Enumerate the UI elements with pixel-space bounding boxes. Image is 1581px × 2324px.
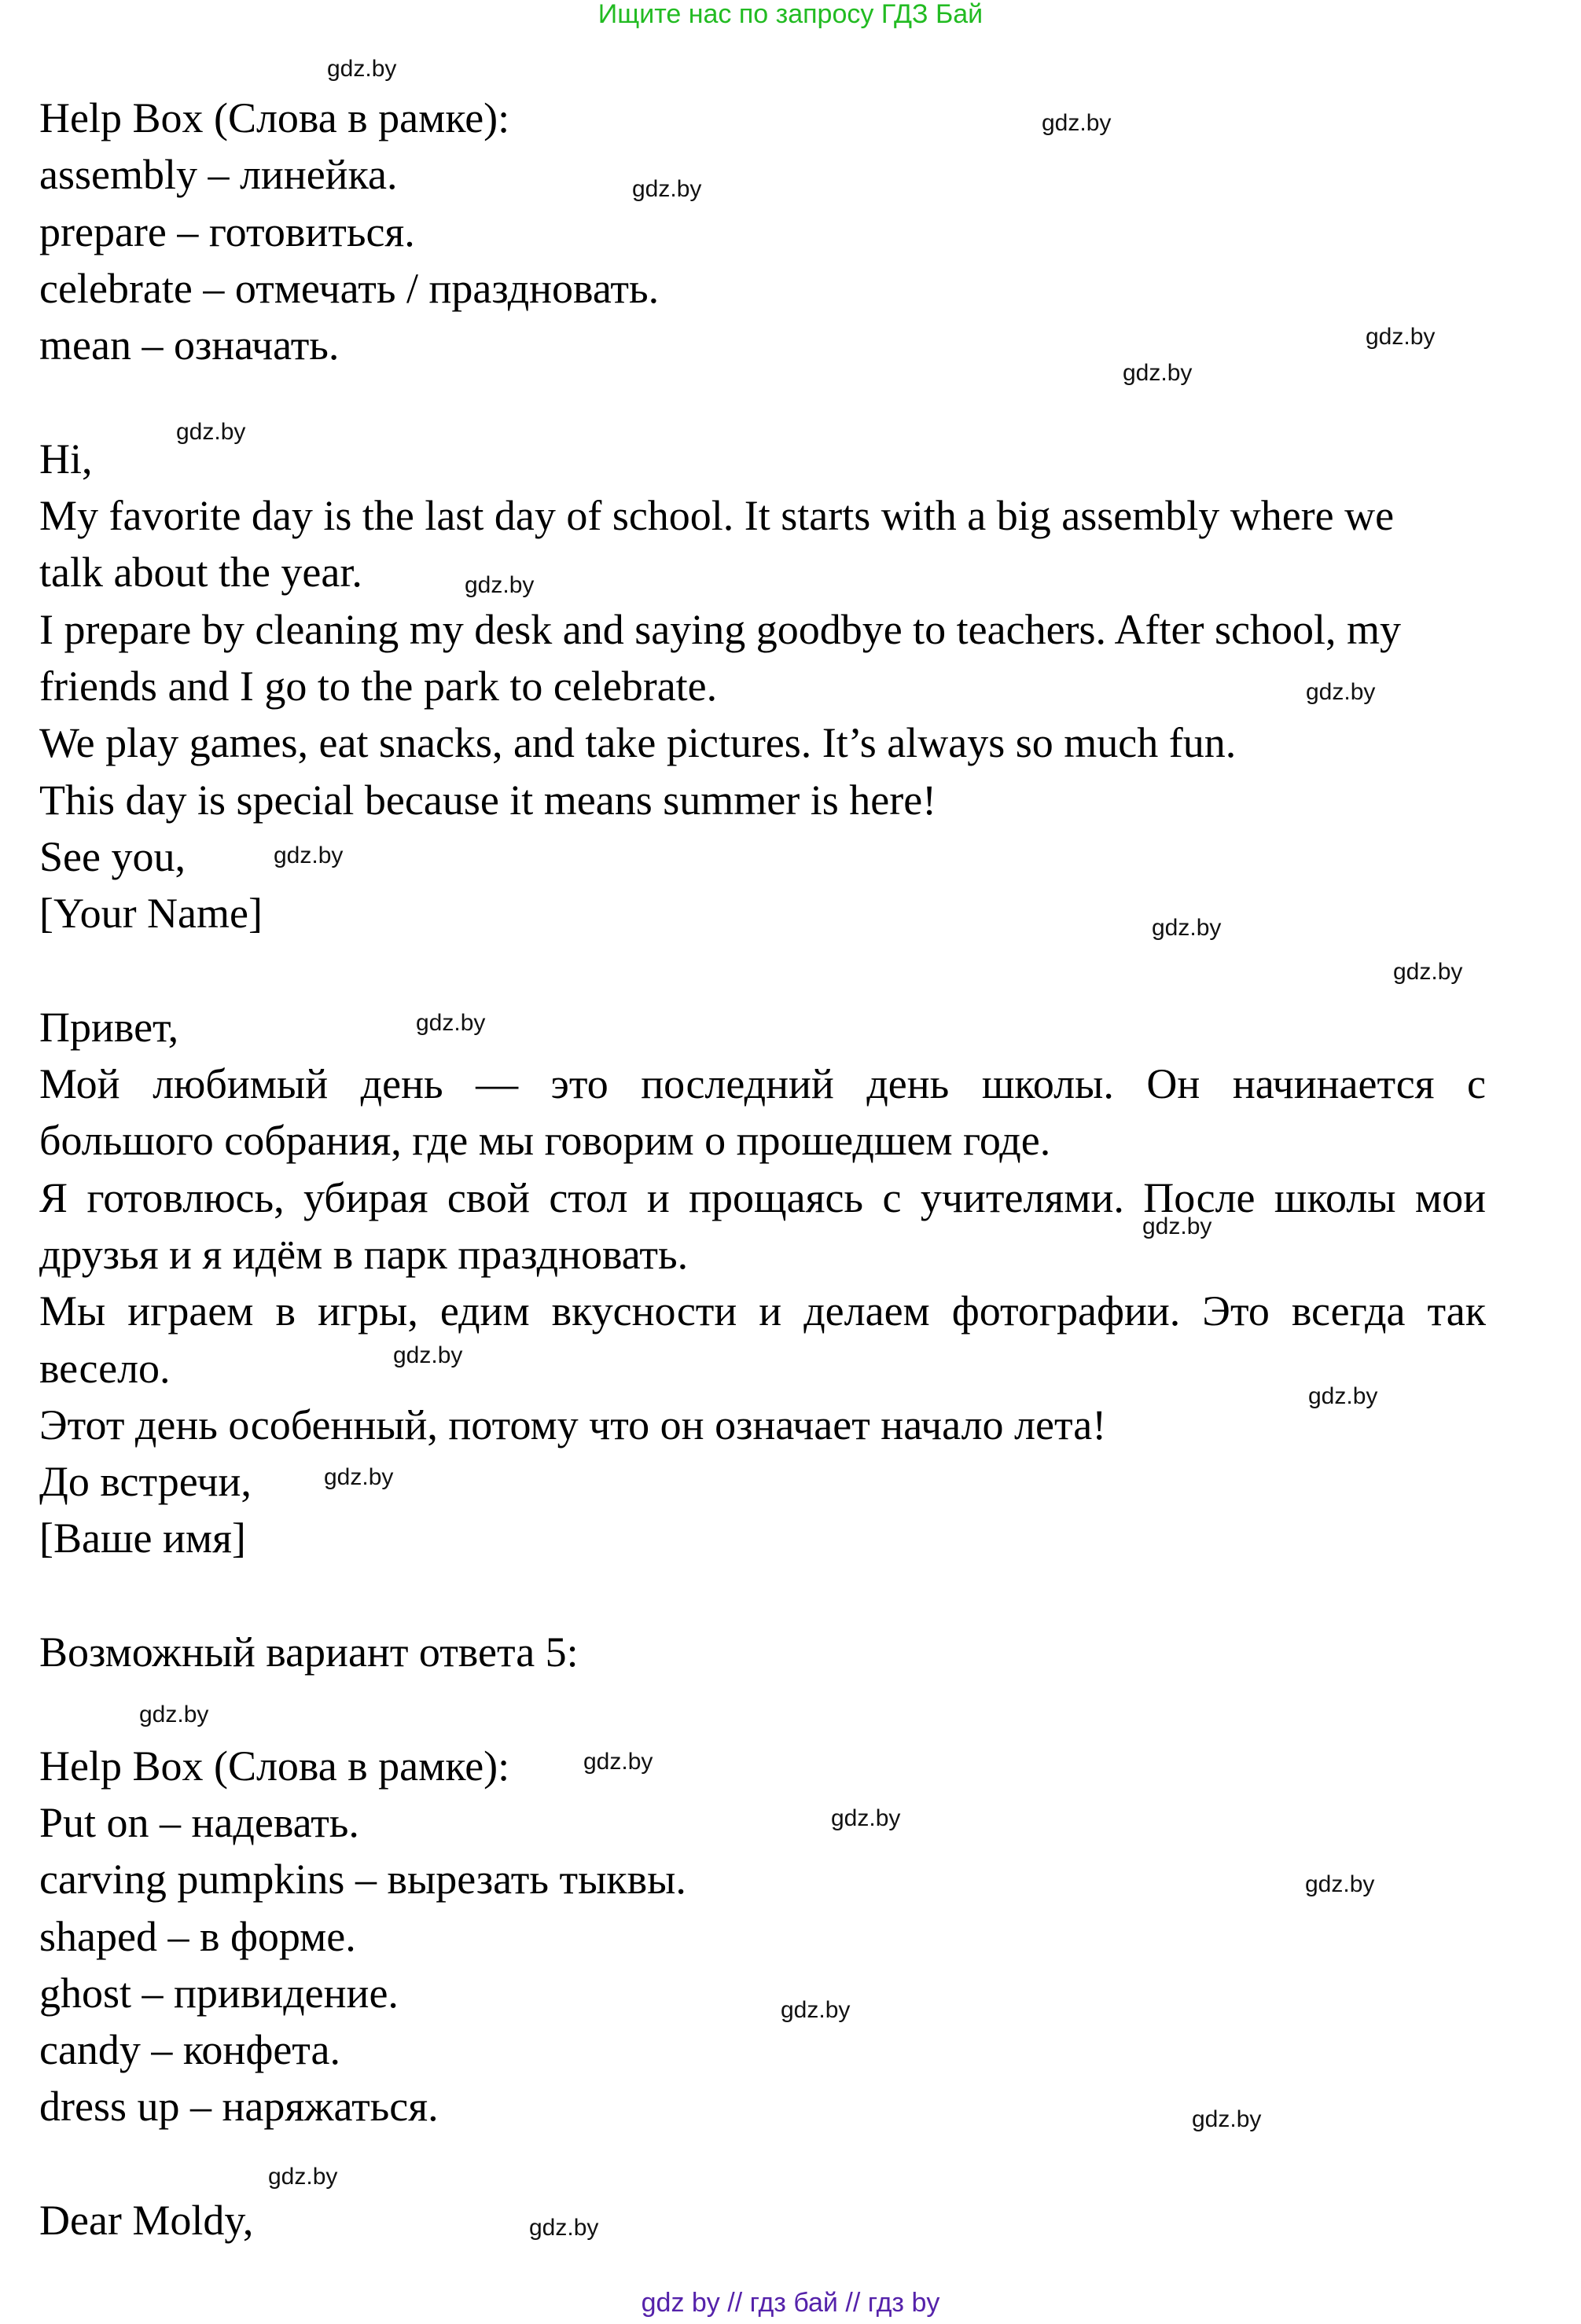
watermark: gdz.by bbox=[583, 1749, 653, 1775]
letter-ru-line: Этот день особенный, потому что он означает начало лета! bbox=[39, 1401, 1107, 1448]
watermark: gdz.by bbox=[465, 572, 535, 598]
watermark: gdz.by bbox=[1306, 679, 1376, 705]
watermark: gdz.by bbox=[268, 2164, 338, 2190]
spacer bbox=[39, 373, 1486, 430]
watermark: gdz.by bbox=[1308, 1383, 1378, 1409]
watermark: gdz.by bbox=[1042, 110, 1112, 136]
watermark: gdz.by bbox=[529, 2215, 599, 2241]
watermark: gdz.by bbox=[1366, 324, 1436, 350]
watermark: gdz.by bbox=[327, 56, 397, 82]
watermark: gdz.by bbox=[393, 1342, 463, 1368]
help-box-2-item: candy – конфета. bbox=[39, 2026, 341, 2074]
letter-ru-line: Мой любимый день — это последний день школы. Он начинается с bbox=[39, 1060, 1486, 1108]
watermark: gdz.by bbox=[1192, 2106, 1262, 2132]
help-box-2-item: ghost – привидение. bbox=[39, 1969, 399, 2017]
letter-ru-line: Я готовлюсь, убирая свой стол и прощаясь с учителями. После школы мои bbox=[39, 1173, 1486, 1221]
answer-heading: Возможный вариант ответа 5: bbox=[39, 1628, 579, 1676]
watermark: gdz.by bbox=[1142, 1213, 1212, 1239]
letter-en-line: My favorite day is the last day of school. It starts with a big assembly where we bbox=[39, 492, 1395, 540]
help-box-1-title: Help Box (Слова в рамке): bbox=[39, 94, 510, 141]
letter-russian bbox=[39, 999, 1486, 1567]
spacer bbox=[39, 942, 1486, 998]
spacer bbox=[39, 1680, 1486, 1737]
letter-en-line: talk about the year. bbox=[39, 549, 362, 597]
spacer bbox=[39, 1567, 1486, 1624]
help-box-2-title: Help Box (Слова в рамке): bbox=[39, 1742, 510, 1790]
top-banner: Ищите нас по запросу ГДЗ Бай bbox=[597, 0, 984, 29]
watermark: gdz.by bbox=[1305, 1871, 1375, 1897]
help-box-1-item: prepare – готовиться. bbox=[39, 207, 415, 255]
letter-ru-line: друзья и я идём в парк праздновать. bbox=[39, 1230, 689, 1278]
watermark: gdz.by bbox=[1123, 360, 1193, 386]
letter-english bbox=[39, 431, 1486, 942]
letter-en-greeting: Hi, bbox=[39, 435, 93, 483]
watermark: gdz.by bbox=[274, 843, 344, 868]
spacer bbox=[39, 2135, 1486, 2192]
help-box-1-item: mean – означать. bbox=[39, 321, 340, 369]
letter-ru-closing: До встречи, bbox=[39, 1458, 252, 1506]
watermark: gdz.by bbox=[632, 176, 702, 202]
help-box-1 bbox=[39, 90, 1486, 373]
letter-en-line: We play games, eat snacks, and take pictures. It’s always so much fun. bbox=[39, 719, 1237, 767]
help-box-2-item: Put on – надевать. bbox=[39, 1798, 359, 1846]
watermark: gdz.by bbox=[1393, 959, 1463, 985]
footer-links: gdz by // гдз бай // гдз by bbox=[641, 2288, 940, 2318]
watermark: gdz.by bbox=[416, 1010, 486, 1036]
help-box-1-item: assembly – линейка. bbox=[39, 151, 398, 199]
watermark: gdz.by bbox=[176, 419, 246, 445]
help-box-2-item: shaped – в форме. bbox=[39, 1912, 356, 1960]
watermark: gdz.by bbox=[781, 1997, 851, 2023]
letter-en-signature: [Your Name] bbox=[39, 890, 263, 938]
watermark: gdz.by bbox=[831, 1805, 901, 1831]
letter-ru-line: большого собрания, где мы говорим о прошедшем годе. bbox=[39, 1117, 1051, 1165]
letter-ru-line: весело. bbox=[39, 1344, 171, 1392]
help-box-1-item: celebrate – отмечать / праздновать. bbox=[39, 264, 660, 312]
help-box-2 bbox=[39, 1738, 1486, 2135]
letter-ru-signature: [Ваше имя] bbox=[39, 1514, 246, 1562]
page-content bbox=[39, 90, 1486, 2249]
help-box-2-item: carving pumpkins – вырезать тыквы. bbox=[39, 1856, 686, 1904]
watermark: gdz.by bbox=[324, 1464, 394, 1490]
letter-en-line: friends and I go to the park to celebrate. bbox=[39, 662, 718, 710]
watermark: gdz.by bbox=[139, 1702, 209, 1727]
letter-ru-greeting: Привет, bbox=[39, 1003, 179, 1051]
letter-en-closing: See you, bbox=[39, 832, 186, 880]
help-box-2-item: dress up – наряжаться. bbox=[39, 2083, 439, 2131]
letter-en-line: I prepare by cleaning my desk and saying goodbye to teachers. After school, my bbox=[39, 605, 1401, 653]
watermark: gdz.by bbox=[1152, 915, 1222, 941]
letter-ru-line: Мы играем в игры, едим вкусности и делаем фотографии. Это всегда так bbox=[39, 1287, 1486, 1335]
letter-en-line: This day is special because it means summer is here! bbox=[39, 776, 937, 824]
letter-2-greeting: Dear Moldy, bbox=[39, 2196, 254, 2244]
